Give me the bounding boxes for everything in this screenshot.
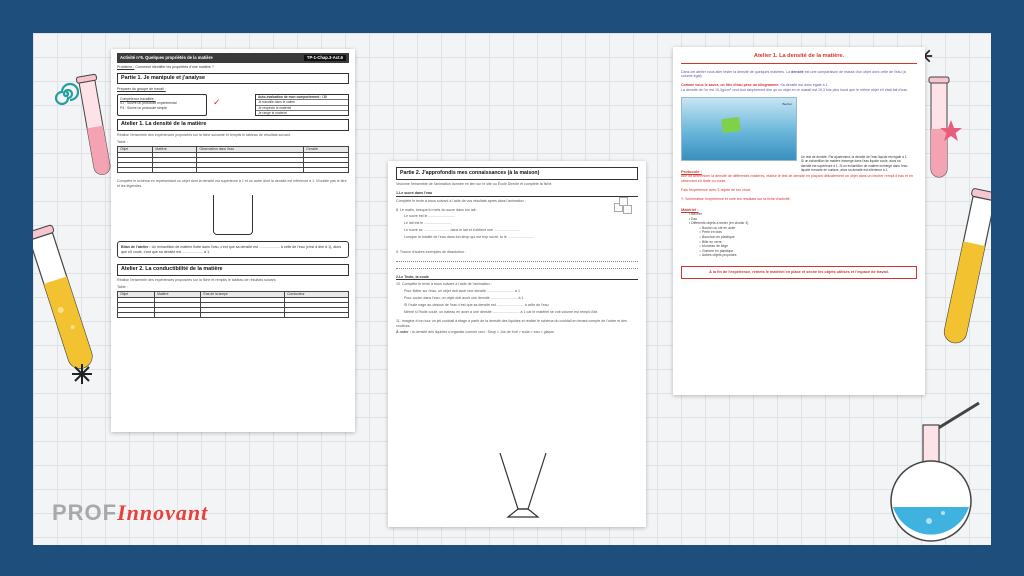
problem-line bbox=[117, 65, 349, 70]
gold-line: La densité de l'or est 19,3g/cm³ veut tout simplement dire qu'un objet en or massif est 19,3 fois plus lourd que le même objet s'il était fait d'eau. bbox=[681, 88, 909, 93]
note-text: la densité des liquides s'organise comme ceci : Sirop > Jus de fruit > soda > eau > glaçon bbox=[411, 330, 555, 335]
section-sugar-text: Complète le texte à trous suivant à l'aide de vos résultats après dans l'animation : bbox=[396, 198, 526, 203]
atelier2-text: Réalise l'ensemble des expériences proposées sur la fiche et remplis le tableau de résultats suivant. bbox=[117, 277, 277, 282]
self-assessment-item: Je respecte le matériel bbox=[256, 105, 348, 110]
atelier-density-sheet bbox=[673, 47, 925, 395]
self-assessment-title: Auto-évaluation de mon comportement : /10 bbox=[258, 94, 327, 99]
sheet-header bbox=[117, 53, 349, 63]
protocol-text: Afin de déterminer la densité de différentes matières, réalise le test de densité en plaçant délicatement un objet dans un becher rempli d'eau et en observant s'il flotte ou coule. bbox=[681, 174, 913, 184]
section-float-title: 2.Le Texto, la coule bbox=[396, 275, 638, 281]
sparkle-icon bbox=[71, 363, 93, 385]
bilan-text-3: à 1. bbox=[204, 249, 211, 254]
section-sugar-title: 1.Le sucre dans l'eau bbox=[396, 191, 638, 197]
intro-pre: Dans cet atelier vous aller tester la densité de quelques matières. La bbox=[681, 69, 792, 74]
fill-item: Pour couler dans l'eau, un objet doit avoir une densité ........................... à 1 bbox=[404, 296, 524, 301]
table-header: Observation dans l'eau bbox=[197, 147, 304, 153]
fill-item: Le sucré se .......................... dans le lait et s'obtient une .......................... bbox=[404, 228, 520, 233]
activity-sheet-part1 bbox=[111, 49, 355, 432]
answer-line bbox=[396, 264, 638, 269]
atelier2-title: Atelier 2. La conductibilité de la matière bbox=[117, 264, 349, 275]
question-10: 10. Complète le texte à trous suivant à l'aide de l'animation : bbox=[396, 282, 492, 287]
table1-caption: Table : bbox=[117, 139, 128, 144]
density-intro bbox=[681, 70, 917, 80]
fill-item: Le sucre est le ........................... bbox=[404, 214, 456, 219]
cocktail-glass-drawing bbox=[498, 451, 548, 519]
photo-label: Becher bbox=[782, 101, 792, 106]
protocol-step: ✎ Schématise l'expérience et note tes résultats sur ta fiche d'activité. bbox=[681, 196, 791, 201]
table-row bbox=[118, 167, 349, 172]
fill-item: Même si l'huile coule, un bateau en acier a une densité ........................... à 1 car le matériel se voit volume est rempli d'air. bbox=[404, 309, 599, 314]
fill-item: Si l'huile nage au-dessus de l'eau c'est que sa densité est ........................... à celle de l'eau bbox=[404, 302, 549, 307]
table-header: Conducteur bbox=[285, 292, 349, 298]
schema-instruction: Complète le schéma en représentant un objet dont la densité est supérieure à 1 et un autre dont la densité est inférieure à 1. N'oublie pas le titre et les légendes. bbox=[117, 178, 347, 188]
kg-line-rest: Sa densité est donc égale à 1. bbox=[779, 83, 829, 88]
sugar-cubes-image bbox=[612, 197, 636, 215]
question-9: 9. Trouve d'autres exemples de dissolution : bbox=[396, 249, 467, 254]
results-table-2 bbox=[117, 291, 349, 318]
table-header: Objet bbox=[118, 147, 153, 153]
atelier1-text: Réalise l'ensemble des expériences proposées sur la fiche suivante et remplis le tableau de résultats suivant. bbox=[117, 132, 291, 137]
intro-post: est une comparaison de masse d'un objet avec celle de l'eau (à volume égal). bbox=[681, 69, 906, 79]
material-item: • Bécher bbox=[689, 212, 702, 217]
prep-label: Préparer du groupe de travail : bbox=[117, 86, 166, 91]
floating-cube bbox=[721, 117, 741, 133]
material-item: • Différents objets à tester (en choisir 4) bbox=[689, 221, 749, 226]
table2-caption: Table : bbox=[117, 284, 128, 289]
prof-innovant-logo bbox=[52, 500, 208, 526]
question-8: 8. Le matin, lorsque tu mets du sucre dans ton lait : bbox=[396, 207, 478, 212]
table-row bbox=[118, 312, 349, 317]
competence-row bbox=[117, 94, 349, 117]
part1-title: Partie 1. Je manipule et j'analyse bbox=[117, 73, 349, 84]
results-table-1 bbox=[117, 146, 349, 173]
note-line bbox=[396, 330, 638, 335]
grid-board bbox=[33, 33, 991, 545]
bilan-text-1: Un échantillon de matière flotte dans l'eau, c'est que sa densité est bbox=[151, 244, 258, 249]
sheet-header-code: TP-1-Chap.3-Act.6 bbox=[304, 55, 346, 61]
bilan-box: Bilan de l'atelier : Un échantillon de matière flotte dans l'eau, c'est que sa densité est ..................... à celle de l'eau (c'est à dire à 1), alors que s'il coule, c'est que sa densité est ..................... à 1. bbox=[117, 241, 349, 259]
problem-text: Comment identifier les propriétés d'une matière ? bbox=[135, 64, 214, 69]
object-item: ○ Bille en verre bbox=[699, 239, 722, 244]
table-header: Matière bbox=[155, 292, 201, 298]
logo-part-prof: PROF bbox=[52, 500, 118, 525]
cleanup-instruction: À la fin de l'expérience, remets le matériel en place et sèche les objets utilisés et l'espace de travail. bbox=[681, 266, 917, 279]
checkmark-icon: ✓ bbox=[213, 96, 221, 107]
self-assessment-box bbox=[255, 94, 349, 117]
question-11: 11. Imagine à ton tour un jeli cocktail à étage à partir de la densité des liquides et réalise le schéma du cocktail en tenant compte de l'ordre et des couleurs. bbox=[396, 318, 627, 328]
atelier1-title: Atelier 1. La densité de la matière bbox=[117, 119, 349, 130]
material-title: Matériel : bbox=[681, 206, 699, 212]
fill-item: Pour flotter sur l'eau, un objet doit avoir une densité ........................... à 1 bbox=[404, 289, 520, 294]
object-item: ○ Bouchon en plastique bbox=[699, 235, 735, 240]
problem-label: Problème : bbox=[117, 64, 135, 69]
part2-intro: Visionne l'ensemble de l'animation donnée en lien sur le site ou École Directe et complète ta fiche. bbox=[396, 182, 553, 187]
density-test-photo bbox=[681, 97, 797, 161]
self-assessment-item: Je travaille dans le calme bbox=[256, 99, 348, 104]
table-header: État de la lampe bbox=[201, 292, 285, 298]
part2-title: Partie 2. J'approfondis mes connaissances (à la maison) bbox=[396, 167, 638, 180]
table-header: Densité bbox=[304, 147, 349, 153]
fill-item: Lorsque la totalité de l'eau dans ton sirop qui est trop sucré, tu le .......................... bbox=[404, 234, 534, 239]
object-item: ○ Perle en bois bbox=[699, 230, 722, 235]
activity-sheet-part2 bbox=[388, 161, 646, 527]
self-assessment-item: Je range le matériel bbox=[256, 110, 348, 115]
flask-icon bbox=[869, 395, 991, 545]
object-item: ○ Autres objets proposés bbox=[699, 253, 737, 258]
logo-part-innovant: Innovant bbox=[117, 500, 209, 525]
note-label: À noter : bbox=[396, 330, 411, 335]
table-header: Objet bbox=[118, 292, 155, 298]
protocol-title: Protocole : bbox=[681, 168, 702, 174]
object-item: ○ Morceau de liège bbox=[699, 244, 729, 249]
table-header: Matière bbox=[153, 147, 197, 153]
competence-item: P4 : Suivre un protocole simple bbox=[120, 105, 167, 110]
test-tube-yellow-right-icon bbox=[933, 183, 991, 363]
bilan-text-2: à celle de l'eau (c'est à dire à 1), alors que s'il coule, c'est que sa densité est bbox=[121, 244, 342, 254]
answer-line bbox=[396, 257, 638, 262]
object-item: ○ Gomme en plastique bbox=[699, 248, 734, 253]
bilan-label: Bilan de l'atelier : bbox=[121, 244, 151, 249]
photo-caption: Un test de densité. Par ajustement, la densité de l'eau liquide est égale à 1. Si un échantillon de matière immergé dans l'eau liquide coule, alors sa densité est supérieure à 1. Si un échantillon de matière immergé dans l'eau liquide remonte en surface, alors sa densité est inférieure à 1. bbox=[801, 155, 908, 172]
competence-label: Compétence travaillée : bbox=[120, 96, 156, 101]
intro-bold: densité bbox=[791, 69, 804, 74]
atelier-density-title: Atelier 1. La densité de la matière. bbox=[681, 53, 917, 64]
competence-item: S1 : Suivre un protocole expérimental bbox=[120, 101, 177, 106]
sheet-header-title: Activité n°6. Quelques propriétés de la matière bbox=[120, 55, 213, 60]
fill-item: Le lait est le ........................... bbox=[404, 221, 452, 226]
object-item: ○ Boulon ou clé en acier bbox=[699, 225, 736, 230]
competence-box bbox=[117, 94, 207, 117]
star-icon bbox=[939, 119, 963, 143]
beaker-drawing bbox=[213, 195, 253, 235]
material-item: • Eau bbox=[689, 216, 698, 221]
kg-line-bold: Comme vous le savez, un litre d'eau pèse un kilogramme. bbox=[681, 83, 780, 88]
protocol-step: Fais l'expérience avec 5 objets de ton choix bbox=[681, 188, 751, 192]
